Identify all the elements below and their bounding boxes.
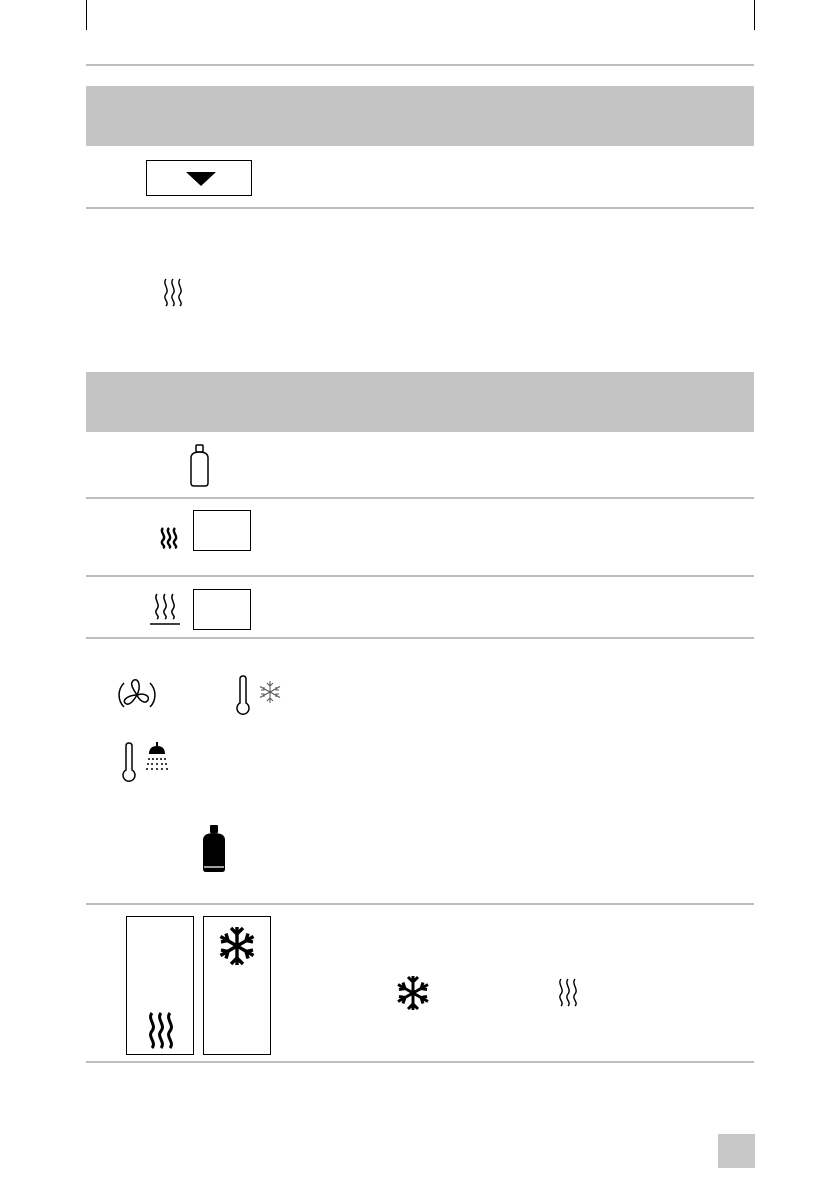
- heat-waves-bold-icon: [147, 1011, 177, 1051]
- table-header-bar: [86, 372, 754, 432]
- bottom-rule: [86, 1061, 754, 1063]
- heating-panel: [126, 916, 194, 1055]
- heat-waves-icon: [557, 977, 583, 1007]
- fan-icon: [117, 675, 157, 715]
- down-button[interactable]: [146, 160, 252, 196]
- crop-mark-right: [754, 0, 755, 30]
- row-divider: [86, 575, 754, 577]
- heat-waves-icon: [162, 277, 188, 307]
- row-divider: [86, 207, 754, 209]
- snowflake-icon: [396, 975, 430, 1011]
- down-arrow-icon: [146, 160, 252, 196]
- heat-waves-bold-icon: [159, 527, 181, 549]
- display-box: [193, 589, 251, 630]
- gas-bottle-filled-icon: [200, 824, 228, 874]
- row-divider: [86, 497, 754, 499]
- gas-bottle-outline-icon: [186, 444, 214, 488]
- cooling-panel: [203, 916, 271, 1055]
- top-rule: [86, 64, 754, 66]
- heat-waves-underlined-icon: [148, 592, 182, 626]
- thermometer-shower-icon: [122, 742, 170, 782]
- row-divider: [86, 637, 754, 639]
- row-divider: [86, 903, 754, 905]
- thermometer-snowflake-icon: [236, 675, 288, 715]
- crop-mark-left: [86, 0, 87, 30]
- snowflake-icon: [218, 925, 256, 967]
- display-box: [193, 510, 251, 551]
- table-header-bar: [86, 86, 754, 146]
- page-number-tab: [718, 1134, 755, 1168]
